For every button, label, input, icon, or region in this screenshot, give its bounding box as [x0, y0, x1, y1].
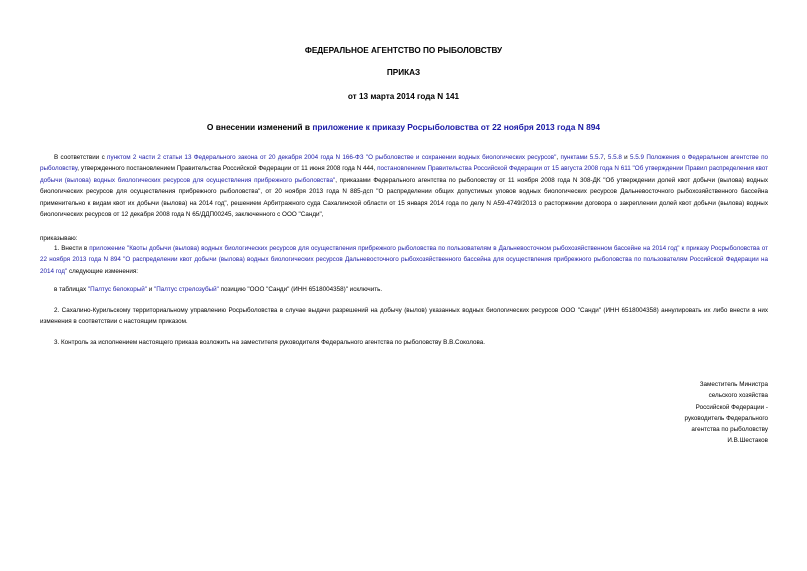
- paragraph-tables: [40, 284, 768, 295]
- document-title: [0, 122, 807, 132]
- signature-line: Российской Федерации -: [695, 403, 768, 411]
- table-link[interactable]: "Палтус стрелозубый": [154, 286, 219, 293]
- paragraph-item-1: [40, 243, 768, 277]
- signature-line: сельского хозяйства: [708, 392, 768, 400]
- paragraph-order: приказываю:: [40, 235, 78, 242]
- paragraph-item-3: 3. Контроль за исполнением настоящего приказа возложить на заместителя руководителя Федерального агентства по рыболовству В.В.Соколова.: [54, 339, 486, 346]
- text-span: в таблицах: [54, 286, 88, 293]
- signature-line: Заместитель Министра: [699, 381, 768, 388]
- text-span: и: [147, 286, 155, 293]
- table-link[interactable]: "Палтус белокорый": [87, 286, 147, 293]
- signature-line: агентства по рыболовству: [691, 426, 768, 434]
- text-span: В соответствии с: [54, 154, 108, 161]
- appendix-link[interactable]: приложение "Квоты добычи (вылова) водных биологических ресурсов для осуществления прибрежного рыболовства по пользователям в Дальневосточном рыбохозяйственном бассейне на 2014 год" к приказу Росрыболовства от 22 ноября 2013 года N 894 "О распределении квот добычи (вылова) водных биологических ресурсов Дальневосточного рыбохозяйственного бассейна для осуществления прибрежного рыболовства по пользователям Российской Федерации на 2014 год": [40, 245, 768, 275]
- signature-block: [560, 379, 768, 447]
- title-link[interactable]: приложение к приказу Росрыболовства от 22 ноября 2013 года N 894: [312, 122, 601, 132]
- regulation-link[interactable]: 5.5.9 Положения о Федеральном агентстве по рыболовству: [40, 154, 769, 173]
- signature-line: руководитель Федерального: [684, 414, 768, 422]
- law-link[interactable]: пунктом 2 части 2 статьи 13 Федерального закона от 20 декабря 2004 года N 166-ФЗ "О рыболовстве и сохранении водных биологических ресурсов": [107, 154, 557, 161]
- regulation-link[interactable]: пунктами 5.5.7: [560, 154, 604, 161]
- resolution-link[interactable]: постановлением Правительства Российской Федерации от 15 августа 2008 года N 611 "Об утверждении Правил распределения квот добычи (вылова) водных биологических ресурсов для осуществления прибрежного рыболовства": [40, 165, 768, 184]
- text-span: ,: [556, 154, 561, 161]
- paragraph-preamble: [40, 152, 768, 220]
- agency-heading: ФЕДЕРАЛЬНОЕ АГЕНТСТВО ПО РЫБОЛОВСТВУ: [304, 46, 503, 55]
- text-span: и: [621, 154, 631, 161]
- regulation-link[interactable]: 5.5.8: [607, 154, 622, 161]
- text-span: ,: [603, 154, 608, 161]
- title-prefix: О внесении изменений в: [206, 122, 313, 132]
- text-span: следующие изменения:: [67, 267, 139, 275]
- date-number-heading: от 13 марта 2014 года N 141: [347, 92, 460, 101]
- text-span: , утвержденного постановлением Правительства Российской Федерации от 11 июня 2008 года N 444,: [77, 165, 378, 173]
- text-span: , приказами Федерального агентства по рыболовству от 11 ноября 2008 года N 308-ДК "Об утверждении долей квот добычи (вылова) водных биологических ресурсов для осуществления прибрежного рыболовства", от 20 ноября 2013 года N 885-дсп "О распределении общих допустимых уловов водных биологических ресурсов Дальневосточного рыбохозяйственного бассейна применительно к видам квот их добычи (вылова) на 2014 год", решением Арбитражного суда Сахалинской области от 15 января 2014 года по делу N А59-4749/2013 о расторжении договора о закреплении долей квот добычи (вылова) водных биологических ресурсов от 12 декабря 2008 года N 65/ДДП00245, заключенного с ООО "Санди",: [40, 176, 769, 219]
- text-span: позицию "ООО "Санди" (ИНН 6518004358)" исключить.: [218, 286, 383, 293]
- text-span: 1. Внести в: [54, 245, 90, 252]
- paragraph-item-2: 2. Сахалино-Курильскому территориальному управлению Росрыболовства в случае выдачи разрешений на добычу (вылов) указанных водных биологических ресурсов ООО "Санди" (ИНН 6518004358) аннулировать их либо внести в них изменения в соответствии с настоящим приказом.: [40, 307, 768, 326]
- signatory-name: И.В.Шестаков: [727, 437, 768, 445]
- doc-type-heading: ПРИКАЗ: [386, 68, 421, 77]
